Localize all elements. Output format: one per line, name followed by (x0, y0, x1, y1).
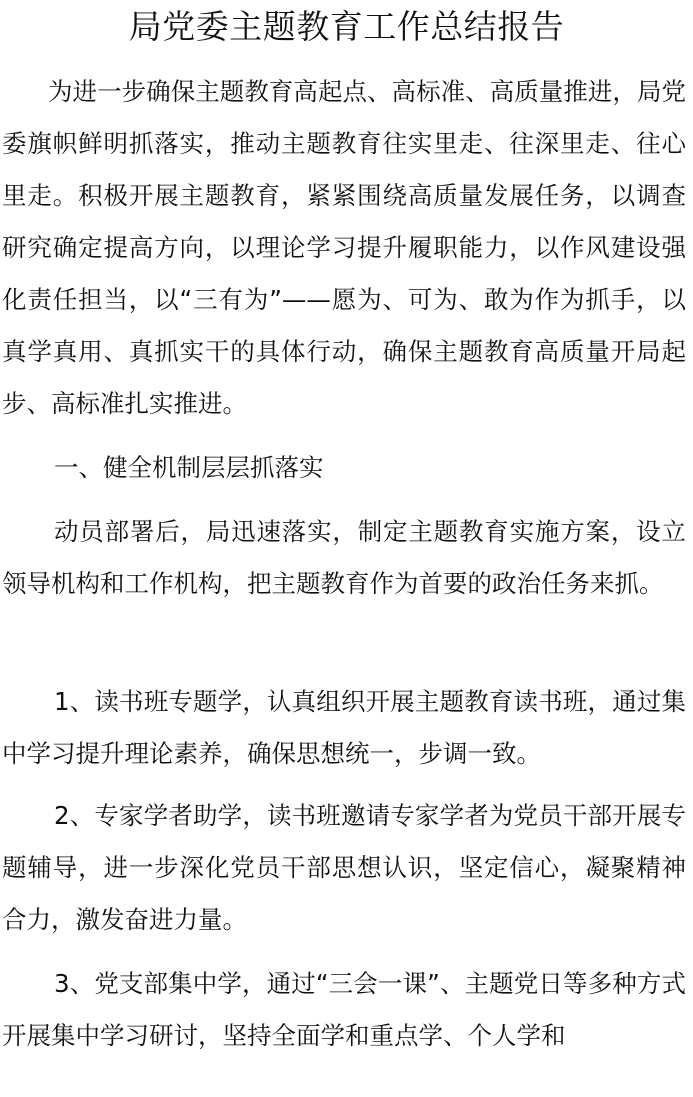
list-item-paragraph: 3、党支部集中学，通过“三会一课”、主题党日等多种方式开展集中学习研讨，坚持全面学和重点学、个人学和 (2, 969, 686, 1050)
body-paragraph: 动员部署后，局迅速落实，制定主题教育实施方案，设立领导机构和工作机构，把主题教育作为首要的政治任务来抓。 (2, 517, 686, 598)
list-item-paragraph: 2、专家学者助学，读书班邀请专家学者为党员干部开展专题辅导，进一步深化党员干部思想认识，坚定信心，凝聚精神合力，激发奋进力量。 (2, 801, 686, 934)
intro-paragraph: 为进一步确保主题教育高起点、高标准、高质量推进，局党委旗帜鲜明抓落实，推动主题教育往实里走、往深里走、往心里走。积极开展主题教育，紧紧围绕高质量发展任务，以调查研究确定提高方向，以理论学习提升履职能力，以作风建设强化责任担当，以“三有为”——愿为、可为、敢为作为抓手，以真学真用、真抓实干的具体行动，确保主题教育高质量开局起步、高标准扎实推进。 (2, 77, 686, 418)
section-heading: 一、健全机制层层抓落实 (54, 453, 324, 482)
document-title: 局党委主题教育工作总结报告 (128, 7, 565, 46)
list-item-paragraph: 1、读书班专题学，认真组织开展主题教育读书班，通过集中学习提升理论素养，确保思想统一，步调一致。 (2, 687, 686, 768)
